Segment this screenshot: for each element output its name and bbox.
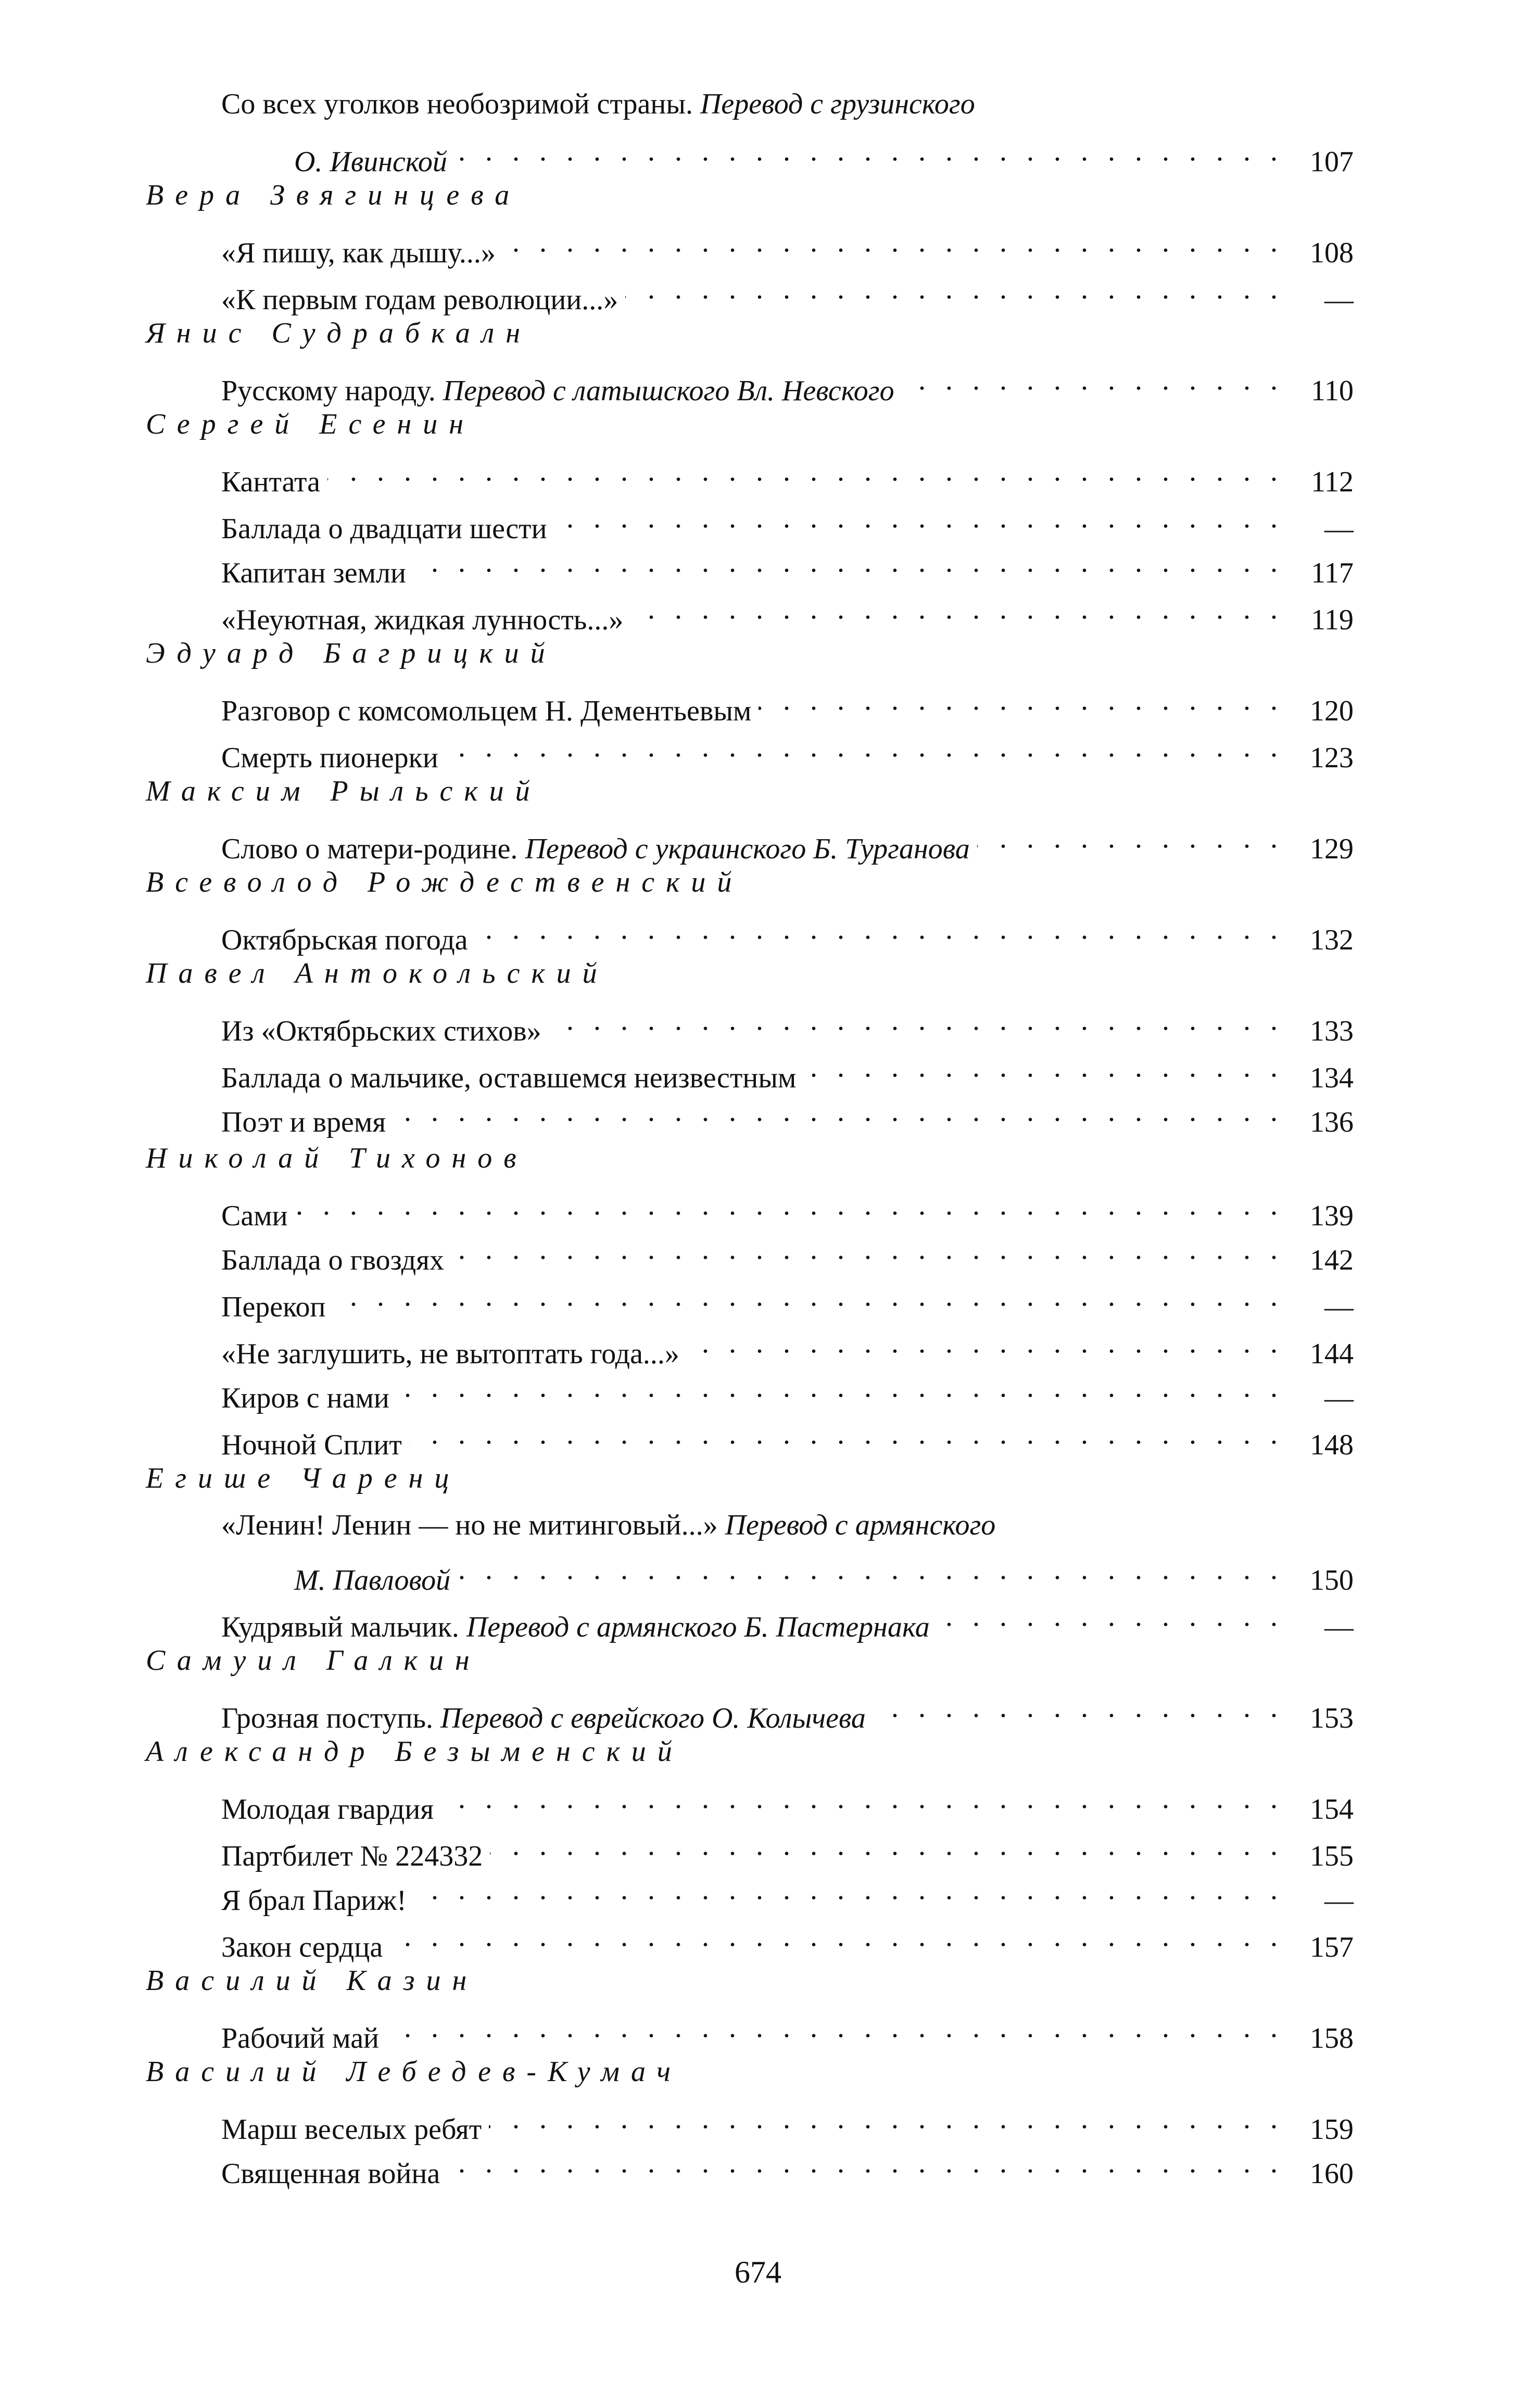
- toc-entry: [221, 2007, 1354, 2055]
- author-name: Павел Антокольский: [146, 957, 609, 990]
- page-ref: 155: [1310, 1840, 1354, 1872]
- poem-title: «Не заглушить, не вытоптать года...»: [221, 1338, 679, 1370]
- dot-leader: [759, 680, 1284, 720]
- poem-title: Я брал Париж!: [221, 1884, 407, 1917]
- entry-title: [221, 1240, 444, 1281]
- poem-title: Рабочий май: [221, 2022, 380, 2055]
- dot-leader: [446, 727, 1284, 767]
- page-ref: 144: [1310, 1338, 1354, 1370]
- poem-title: Русскому народу.: [221, 375, 443, 407]
- toc-entry: [221, 1505, 1354, 1545]
- page-ref: 158: [1310, 2022, 1354, 2055]
- translation-note: Перевод с армянского Б. Пастернака: [466, 1611, 930, 1643]
- poem-title: Поэт и время: [221, 1106, 386, 1138]
- dot-leader: [490, 1825, 1284, 1866]
- page-ref: 119: [1311, 604, 1354, 636]
- toc-entry: [221, 1367, 1354, 1414]
- poem-title: Октябрьская погода: [221, 924, 468, 956]
- dot-leader: [503, 222, 1284, 262]
- toc-entry: [221, 1229, 1354, 1276]
- poem-title: Слово о матери-родине.: [221, 833, 525, 865]
- toc-entry: [221, 1047, 1354, 1094]
- dot-leader: [549, 1000, 1284, 1041]
- dot-leader: [458, 1549, 1284, 1590]
- poem-title: «Неуютная, жидкая лунность...»: [221, 604, 624, 636]
- entry-title: [221, 1102, 386, 1143]
- dot-leader: [447, 2143, 1284, 2183]
- poem-title: Баллада о двадцати шести: [221, 513, 547, 545]
- page-ref: 129: [1310, 833, 1354, 865]
- page-ref: 142: [1310, 1244, 1354, 1276]
- page-ref: —: [1324, 513, 1354, 545]
- poem-title: «Я пишу, как дышу...»: [221, 237, 496, 269]
- author-heading: [146, 1731, 1354, 1772]
- entry-title: [221, 233, 496, 273]
- toc-entry: [221, 542, 1354, 589]
- page-ref: 150: [1310, 1564, 1354, 1596]
- page-ref: 112: [1311, 466, 1354, 498]
- dot-leader: [409, 1414, 1284, 1454]
- toc-entry: [221, 2143, 1354, 2190]
- page-ref: 139: [1310, 1200, 1354, 1232]
- author-heading: [146, 175, 1354, 216]
- toc-entry: [221, 818, 1354, 865]
- poem-title: «К первым годам революции...»: [221, 284, 618, 316]
- author-heading: [146, 1458, 1354, 1499]
- dot-leader: [803, 1047, 1284, 1087]
- page-ref: —: [1324, 1884, 1354, 1917]
- toc-entry: [221, 1276, 1354, 1323]
- author-name: Александр Безыменский: [146, 1735, 684, 1768]
- toc-entry: [221, 1778, 1354, 1826]
- author-name: Николай Тихонов: [146, 1142, 528, 1174]
- entry-title: [221, 1287, 325, 1327]
- entry-title: [221, 1789, 434, 1830]
- toc-entry: [221, 589, 1354, 636]
- author-name: Егише Чаренц: [146, 1462, 461, 1494]
- toc-entry: [221, 1687, 1354, 1734]
- page-ref: 157: [1310, 1931, 1354, 1963]
- entry-title: [221, 2153, 440, 2194]
- entry-title: [221, 691, 751, 731]
- poem-title: Священная война: [221, 2158, 440, 2190]
- author-name: Сергей Есенин: [146, 408, 475, 440]
- toc-entry: [221, 1869, 1354, 1917]
- entry-title: [221, 1378, 389, 1418]
- entry-title: [221, 1505, 995, 1545]
- translation-note: Перевод с еврейского О. Колычева: [440, 1702, 866, 1734]
- dot-leader: [393, 1091, 1284, 1132]
- toc-entry: [221, 1596, 1354, 1643]
- page-ref: —: [1324, 1382, 1354, 1414]
- poem-title: Капитан земли: [221, 557, 406, 589]
- poem-title: Разговор с комсомольцем Н. Дементьевым: [221, 695, 752, 727]
- toc-entry: [221, 1916, 1354, 1963]
- toc-entry: [221, 1414, 1354, 1461]
- poem-title: Киров с нами: [221, 1382, 389, 1414]
- author-name: Максим Рыльский: [146, 775, 541, 807]
- poem-title: Молодая гвардия: [221, 1793, 434, 1826]
- toc-entry: [294, 1549, 1354, 1596]
- page-ref: —: [1324, 284, 1354, 316]
- dot-leader: [554, 498, 1284, 538]
- translation-note: М. Павловой: [294, 1564, 451, 1596]
- page-ref: 133: [1310, 1015, 1354, 1047]
- toc-entry: [221, 84, 1354, 124]
- entry-title: [221, 462, 320, 502]
- translation-note: Перевод с армянского: [725, 1509, 996, 1541]
- poem-title: Смерть пионерки: [221, 742, 438, 774]
- poem-title: «Ленин! Ленин — но не митинговый...»: [221, 1509, 725, 1541]
- entry-title: [221, 1011, 541, 1051]
- dot-leader: [873, 1687, 1284, 1728]
- author-name: Василий Лебедев-Кумач: [146, 2056, 682, 2088]
- toc-entry: [221, 1091, 1354, 1138]
- poem-title: Со всех уголков необозримой страны.: [221, 88, 700, 120]
- page-ref: 110: [1311, 375, 1354, 407]
- toc-entry: [221, 360, 1354, 407]
- dot-leader: [295, 1185, 1284, 1225]
- toc-entry: [221, 1323, 1354, 1370]
- author-heading: [146, 313, 1354, 353]
- page-ref: —: [1324, 1291, 1354, 1323]
- poem-title: Марш веселых ребят: [221, 2113, 482, 2146]
- dot-leader: [902, 360, 1284, 400]
- page-ref: 123: [1310, 742, 1354, 774]
- toc-entry: [221, 451, 1354, 498]
- poem-title: Перекоп: [221, 1291, 326, 1323]
- page-ref: 153: [1310, 1702, 1354, 1734]
- page-ref: 117: [1311, 557, 1354, 589]
- author-name: Янис Судрабкалн: [146, 317, 532, 349]
- poem-title: Закон сердца: [221, 1931, 383, 1963]
- page-ref: —: [1324, 1611, 1354, 1643]
- entry-title: [221, 84, 975, 124]
- dot-leader: [454, 131, 1284, 171]
- author-name: Всеволод Рождественский: [146, 866, 743, 898]
- author-heading: [146, 1960, 1354, 2001]
- author-heading: [146, 953, 1354, 994]
- dot-leader: [327, 451, 1284, 491]
- toc-entry: [221, 1825, 1354, 1872]
- author-name: Самуил Галкин: [146, 1644, 481, 1677]
- author-heading: [146, 771, 1354, 812]
- poem-title: Кантата: [221, 466, 321, 498]
- poem-title: Ночной Сплит: [221, 1429, 402, 1461]
- toc-entry: [221, 680, 1354, 727]
- page-ref: 120: [1310, 695, 1354, 727]
- dot-leader: [625, 269, 1284, 309]
- toc-entry: [221, 498, 1354, 545]
- author-heading: [146, 633, 1354, 674]
- author-heading: [146, 1640, 1354, 1681]
- author-heading: [146, 2051, 1354, 2092]
- entry-title: [221, 1880, 407, 1921]
- dot-leader: [937, 1596, 1284, 1637]
- dot-leader: [475, 909, 1284, 949]
- page-ref: 107: [1310, 146, 1354, 178]
- toc-entry: [221, 222, 1354, 269]
- author-heading: [146, 862, 1354, 903]
- poem-title: Баллада о мальчике, оставшемся неизвестным: [221, 1062, 797, 1094]
- page-ref: 134: [1310, 1062, 1354, 1094]
- dot-leader: [489, 2098, 1284, 2139]
- page-number: 674: [735, 2255, 781, 2289]
- page-ref: 159: [1310, 2113, 1354, 2146]
- translation-note: Перевод с грузинского: [700, 88, 975, 120]
- poem-title: Кудрявый мальчик.: [221, 1611, 466, 1643]
- dot-leader: [413, 542, 1284, 582]
- translation-note: Перевод с латышского Вл. Невского: [443, 375, 894, 407]
- toc-entry: [221, 909, 1354, 956]
- page-ref: 160: [1310, 2158, 1354, 2190]
- dot-leader: [977, 818, 1284, 858]
- toc-entry: [294, 131, 1354, 178]
- poem-title: Грозная поступь.: [221, 1702, 441, 1734]
- dot-leader: [630, 589, 1284, 629]
- author-name: Василий Казин: [146, 1965, 478, 1997]
- poem-title: Партбилет № 224332: [221, 1840, 483, 1872]
- author-heading: [146, 404, 1354, 445]
- dot-leader: [397, 1367, 1284, 1408]
- author-heading: [146, 1138, 1354, 1178]
- toc-entry: [221, 1000, 1354, 1047]
- translation-note: Перевод с украинского Б. Турганова: [525, 833, 970, 865]
- toc-entry: [221, 1185, 1354, 1232]
- poem-title: Сами: [221, 1200, 288, 1232]
- entry-title: [294, 1560, 450, 1601]
- toc-entry: [221, 2098, 1354, 2146]
- dot-leader: [390, 1916, 1284, 1957]
- dot-leader: [386, 2007, 1284, 2048]
- poem-title: Из «Октябрьских стихов»: [221, 1015, 541, 1047]
- page-ref: 132: [1310, 924, 1354, 956]
- translation-note: О. Ивинской: [294, 146, 447, 178]
- page-ref: 154: [1310, 1793, 1354, 1826]
- dot-leader: [333, 1276, 1284, 1316]
- entry-title: [221, 553, 406, 593]
- dot-leader: [441, 1778, 1284, 1819]
- toc-entry: [221, 269, 1354, 316]
- author-name: Вера Звягинцева: [146, 179, 521, 211]
- author-name: Эдуард Багрицкий: [146, 637, 557, 669]
- dot-leader: [687, 1323, 1284, 1363]
- page-ref: 136: [1310, 1106, 1354, 1138]
- dot-leader: [414, 1869, 1284, 1910]
- toc-entry: [221, 727, 1354, 774]
- page-ref: 148: [1310, 1429, 1354, 1461]
- poem-title: Баллада о гвоздях: [221, 1244, 444, 1276]
- dot-leader: [451, 1229, 1284, 1270]
- page-ref: 108: [1310, 237, 1354, 269]
